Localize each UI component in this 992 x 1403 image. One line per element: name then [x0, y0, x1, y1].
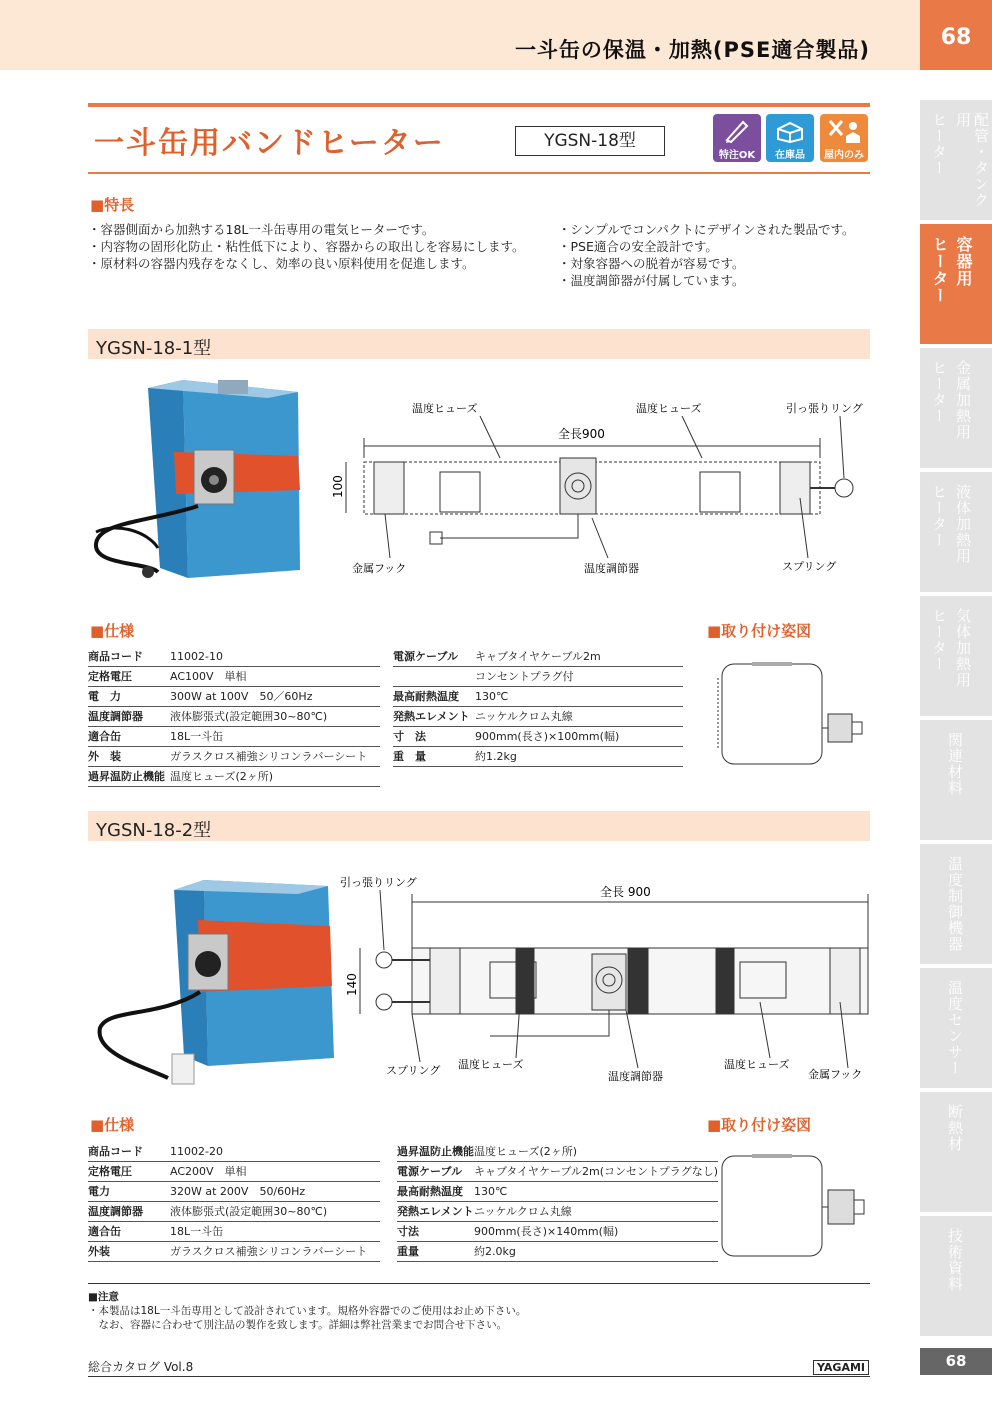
model2-band	[88, 811, 870, 841]
side-tab-7[interactable]	[920, 968, 992, 1088]
spec-value: キャブタイヤケーブル2m	[475, 647, 683, 667]
feature-item: ・温度調節器が付属しています。	[558, 273, 745, 288]
side-tab-label: 断熱材	[946, 1104, 964, 1152]
side-tab-9[interactable]	[920, 1216, 992, 1336]
spec-key: 温度調節器	[88, 707, 170, 727]
model1-mount-drawing	[712, 658, 872, 770]
spec-row	[393, 747, 683, 767]
spec-row	[393, 667, 683, 687]
model2-spec-left	[88, 1142, 380, 1262]
spec-value: 900mm(長さ)×140mm(幅)	[474, 1222, 718, 1242]
side-tab-label: 気体加熱用	[954, 608, 972, 688]
hook-label: 金属フック	[352, 562, 407, 575]
controller-label: 温度調節器	[608, 1070, 663, 1083]
spec-value: 液体膨張式(設定範囲30~80℃)	[170, 1202, 380, 1222]
brand-logo: YAGAMI	[813, 1360, 869, 1375]
spec-value: AC100V 単相	[170, 667, 380, 687]
spec-row	[88, 1162, 380, 1182]
model-label: YGSN-18型	[515, 126, 665, 156]
spec-value: 320W at 200V 50/60Hz	[170, 1182, 380, 1202]
side-tab-label: 液体加熱用	[954, 484, 972, 564]
spec-key: 外装	[88, 1242, 170, 1262]
model1-spec-heading: ■仕様	[90, 622, 135, 640]
spec-value: AC200V 単相	[170, 1162, 380, 1182]
spec-key: 重量	[397, 1242, 474, 1262]
model2-spec-heading: ■仕様	[90, 1116, 135, 1134]
feature-item: ・対象容器への脱着が容易です。	[558, 256, 745, 271]
side-tab-sublabel: ヒーター	[930, 112, 948, 176]
side-tab-0[interactable]	[920, 100, 992, 220]
spec-row	[393, 727, 683, 747]
spec-value: 900mm(長さ)×100mm(幅)	[475, 727, 683, 747]
spring-label: スプリング	[386, 1064, 441, 1077]
spec-row	[88, 1142, 380, 1162]
note-line: ・本製品は18L一斗缶専用として設計されています。規格外容器でのご使用はお止め下さい。	[88, 1305, 527, 1317]
spec-key: 最高耐熱温度	[397, 1182, 474, 1202]
spec-value: 11002-20	[170, 1142, 380, 1162]
product-title: 一斗缶用バンドヒーター	[94, 126, 445, 161]
spec-value: 液体膨張式(設定範囲30~80℃)	[170, 707, 380, 727]
spec-value: ニッケルクロム丸線	[474, 1202, 718, 1222]
hook-label: 金属フック	[808, 1068, 863, 1081]
spec-value: キャブタイヤケーブル2m(コンセントプラグなし)	[474, 1162, 718, 1182]
indoor-only-icon	[826, 117, 862, 145]
side-tab-label: 配管・タンク用	[954, 112, 990, 208]
side-tab-label: 金属加熱用	[954, 360, 972, 440]
model1-mount-heading: ■取り付け姿図	[707, 622, 812, 640]
features-heading: ■特長	[90, 196, 135, 214]
model1-product-photo	[88, 372, 310, 588]
side-tab-sublabel: ヒーター	[930, 360, 948, 424]
spec-row	[88, 1222, 380, 1242]
spec-key: 電 力	[88, 687, 170, 707]
features-left	[88, 221, 525, 272]
spec-row	[393, 647, 683, 667]
side-tab-5[interactable]	[920, 720, 992, 840]
side-tab-1[interactable]	[920, 224, 992, 344]
spec-value: 約2.0kg	[474, 1242, 718, 1262]
controller-label: 温度調節器	[584, 562, 639, 575]
side-tab-sublabel: ヒーター	[930, 484, 948, 548]
side-tab-2[interactable]	[920, 348, 992, 468]
spec-row	[397, 1242, 718, 1262]
spec-row	[397, 1162, 718, 1182]
spec-value: 約1.2kg	[475, 747, 683, 767]
custom-order-badge	[713, 114, 761, 162]
side-tab-8[interactable]	[920, 1092, 992, 1212]
title-rule-bottom	[88, 172, 870, 174]
model2-mount-drawing	[712, 1150, 872, 1262]
spec-key: 過昇温防止機能	[88, 767, 170, 787]
spec-row	[397, 1222, 718, 1242]
model1-diagram	[330, 398, 875, 583]
badge-label: 特注OK	[718, 150, 756, 161]
notes-heading: ■注意	[88, 1291, 119, 1303]
spec-row	[88, 1202, 380, 1222]
length-label: 全長 900	[600, 885, 651, 899]
spec-value: ガラスクロス補強シリコンラバーシート	[170, 747, 380, 767]
pencil-icon	[723, 118, 751, 144]
feature-item: ・原材料の容器内残存をなくし、効率の良い原料使用を促進します。	[88, 256, 475, 271]
title-rule-top	[88, 103, 870, 107]
spec-value: 温度ヒューズ(2ヶ所)	[170, 767, 380, 787]
spec-key: 適合缶	[88, 727, 170, 747]
feature-item: ・内容物の固形化防止・粘性低下により、容器からの取出しを容易にします。	[88, 239, 525, 254]
spec-key: 電力	[88, 1182, 170, 1202]
side-tab-label: 温度センサー	[946, 980, 964, 1076]
spec-key: 重 量	[393, 747, 475, 767]
side-tab-3[interactable]	[920, 472, 992, 592]
spec-key: 外 装	[88, 747, 170, 767]
fuse-right-label: 温度ヒューズ	[724, 1058, 790, 1071]
page-number-tab[interactable]: 68	[920, 0, 992, 70]
spec-row	[397, 1202, 718, 1222]
model1-spec-left	[88, 647, 380, 787]
spec-key: 商品コード	[88, 647, 170, 667]
feature-item: ・シンプルでコンパクトにデザインされた製品です。	[558, 222, 855, 237]
spec-row	[88, 647, 380, 667]
spec-key: 温度調節器	[88, 1202, 170, 1222]
spec-key: 発熱エレメント	[397, 1202, 474, 1222]
spec-value: 18L一斗缶	[170, 1222, 380, 1242]
notes-divider	[88, 1283, 870, 1284]
spec-row	[88, 1242, 380, 1262]
model2-spec-right	[397, 1142, 718, 1262]
spec-key: 寸 法	[393, 727, 475, 747]
spec-value: コンセントプラグ付	[475, 667, 683, 687]
page-title: 一斗缶の保温・加熱(PSE適合製品)	[514, 38, 870, 62]
spec-key: 商品コード	[88, 1142, 170, 1162]
side-tab-sublabel: ヒーター	[930, 608, 948, 672]
spec-key: 過昇温防止機能	[397, 1142, 474, 1162]
model2-product-photo	[88, 868, 338, 1098]
side-tab-4[interactable]	[920, 596, 992, 716]
fuse-left-label: 温度ヒューズ	[412, 402, 478, 415]
spec-value: 300W at 100V 50／60Hz	[170, 687, 380, 707]
spec-row	[393, 687, 683, 707]
side-tab-label: 温度制御機器	[946, 856, 964, 952]
spec-key: 発熱エレメント	[393, 707, 475, 727]
feature-item: ・容器側面から加熱する18L一斗缶専用の電気ヒーターです。	[88, 222, 435, 237]
spec-row	[88, 727, 380, 747]
spec-row	[88, 747, 380, 767]
side-tab-label: 技術資料	[946, 1228, 964, 1292]
model1-spec-right	[393, 647, 683, 767]
spec-value: 130℃	[474, 1182, 718, 1202]
width-label: 100	[331, 475, 345, 498]
side-tab-6[interactable]	[920, 844, 992, 964]
spec-key: 最高耐熱温度	[393, 687, 475, 707]
spec-row	[88, 667, 380, 687]
model1-name: YGSN-18-1型	[96, 338, 212, 359]
indoor-only-badge	[820, 114, 868, 162]
side-tab-label: 関連材料	[946, 732, 964, 796]
spec-row	[393, 707, 683, 727]
spec-value: 11002-10	[170, 647, 380, 667]
length-label: 全長900	[558, 427, 605, 441]
spec-row	[88, 687, 380, 707]
model2-mount-heading: ■取り付け姿図	[707, 1116, 812, 1134]
note-line: なお、容器に合わせて別注品の製作を致します。詳細は弊社営業までお問合せ下さい。	[88, 1319, 508, 1331]
footer-rule	[88, 1376, 870, 1377]
spec-value: ガラスクロス補強シリコンラバーシート	[170, 1242, 380, 1262]
spec-row	[88, 707, 380, 727]
fuse-right-label: 温度ヒューズ	[636, 402, 702, 415]
side-tab-sublabel: ヒーター	[930, 236, 949, 304]
notes	[88, 1290, 526, 1332]
box-icon	[774, 119, 806, 143]
spec-row	[88, 767, 380, 787]
catalog-name: 総合カタログ Vol.8	[88, 1360, 194, 1374]
badge-label: 屋内のみ	[824, 150, 864, 161]
ring-label: 引っ張りリング	[786, 402, 863, 415]
side-tab-label: 容器用	[954, 236, 973, 287]
spec-key: 電源ケーブル	[393, 647, 475, 667]
spec-value: 130℃	[475, 687, 683, 707]
footer-page-number: 68	[920, 1348, 992, 1375]
spec-key: 寸法	[397, 1222, 474, 1242]
spec-key: 適合缶	[88, 1222, 170, 1242]
spec-key: 定格電圧	[88, 667, 170, 687]
spec-key: 電源ケーブル	[397, 1162, 474, 1182]
width-label: 140	[345, 973, 359, 996]
spec-value: ニッケルクロム丸線	[475, 707, 683, 727]
spec-row	[88, 1182, 380, 1202]
model2-diagram	[340, 872, 875, 1087]
ring-label: 引っ張りリング	[340, 876, 417, 889]
fuse-left-label: 温度ヒューズ	[458, 1058, 524, 1071]
spring-label: スプリング	[782, 560, 837, 573]
spec-row	[397, 1182, 718, 1202]
feature-item: ・PSE適合の安全設計です。	[558, 239, 718, 254]
spec-row	[397, 1142, 718, 1162]
badge-label: 在庫品	[775, 150, 805, 161]
spec-key	[393, 667, 475, 687]
in-stock-badge	[766, 114, 814, 162]
spec-value: 温度ヒューズ(2ヶ所)	[474, 1142, 718, 1162]
spec-key: 定格電圧	[88, 1162, 170, 1182]
spec-value: 18L一斗缶	[170, 727, 380, 747]
model1-band	[88, 329, 870, 359]
features-right	[558, 221, 854, 289]
model2-name: YGSN-18-2型	[96, 820, 212, 841]
